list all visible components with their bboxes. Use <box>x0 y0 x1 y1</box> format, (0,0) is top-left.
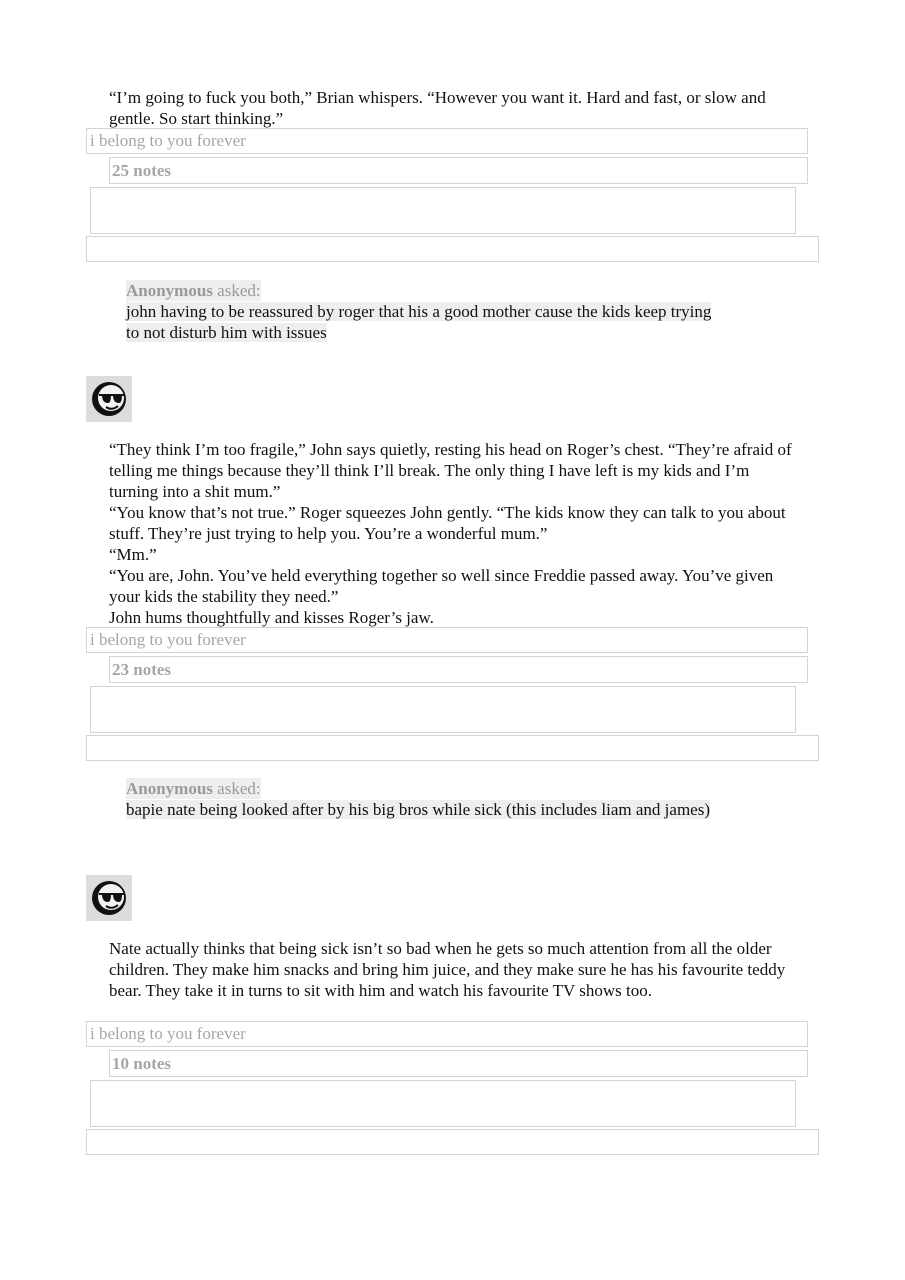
post-2-empty-panel <box>90 686 796 733</box>
post-3-asker[interactable]: Anonymous <box>126 779 213 798</box>
post-2-paragraph-2: “You know that’s not true.” Roger squeezes John gently. “The kids know they can talk to you about stuff. They’re just trying to help you. You’re a wonderful mum.” <box>109 503 786 543</box>
post-2-ask <box>126 280 716 343</box>
post-3-avatar[interactable] <box>86 875 132 921</box>
post-2-question: john having to be reassured by roger that his a good mother cause the kids keep trying to not disturb him with issues <box>126 302 712 342</box>
post-2-avatar[interactable] <box>86 376 132 422</box>
post-2-caption[interactable]: i belong to you forever <box>86 627 808 653</box>
post-2-paragraph-3: “Mm.” <box>109 545 157 564</box>
post-1-paragraph-1: “I’m going to fuck you both,” Brian whispers. “However you want it. Hard and fast, or slow and gentle. So start thinking.” <box>109 88 766 128</box>
post-2-ask-header <box>126 280 261 301</box>
post-3-question: bapie nate being looked after by his big bros while sick (this includes liam and james) <box>126 800 710 819</box>
sunglasses-emoji-icon <box>86 875 132 921</box>
post-2-body <box>109 439 799 628</box>
sunglasses-emoji-icon <box>86 376 132 422</box>
post-2-paragraph-4: “You are, John. You’ve held everything together so well since Freddie passed away. You’ve given your kids the stability they need.” <box>109 566 774 606</box>
post-1-notes-count[interactable]: 25 notes <box>109 157 808 184</box>
post-1-caption[interactable]: i belong to you forever <box>86 128 808 154</box>
post-3-ask-header <box>126 778 261 799</box>
post-3-paragraph-1: Nate actually thinks that being sick isn’t so bad when he gets so much attention from all the older children. They make him snacks and bring him juice, and they make sure he has his favourite teddy bear. They take it in turns to sit with him and watch his favourite TV shows too. <box>109 939 786 1000</box>
post-3-footer-bar <box>86 1129 819 1155</box>
post-2-notes-count[interactable]: 23 notes <box>109 656 808 683</box>
post-2-paragraph-5: John hums thoughtfully and kisses Roger’s jaw. <box>109 608 434 627</box>
post-3-caption[interactable]: i belong to you forever <box>86 1021 808 1047</box>
post-2-paragraph-1: “They think I’m too fragile,” John says quietly, resting his head on Roger’s chest. “They’re afraid of telling me things because they’ll think I’ll break. The only thing I have left is my kids and I’m turning into a shit mum.” <box>109 440 792 501</box>
post-2-footer-bar <box>86 735 819 761</box>
post-2-asker[interactable]: Anonymous <box>126 281 213 300</box>
post-2-asked-label: asked: <box>217 281 261 300</box>
post-3-ask <box>126 778 716 820</box>
post-1-empty-panel <box>90 187 796 234</box>
post-1-footer-bar <box>86 236 819 262</box>
post-3-asked-label: asked: <box>217 779 261 798</box>
post-3-empty-panel <box>90 1080 796 1127</box>
post-3-body <box>109 938 799 1001</box>
post-3-notes-count[interactable]: 10 notes <box>109 1050 808 1077</box>
post-1-body <box>109 87 799 129</box>
